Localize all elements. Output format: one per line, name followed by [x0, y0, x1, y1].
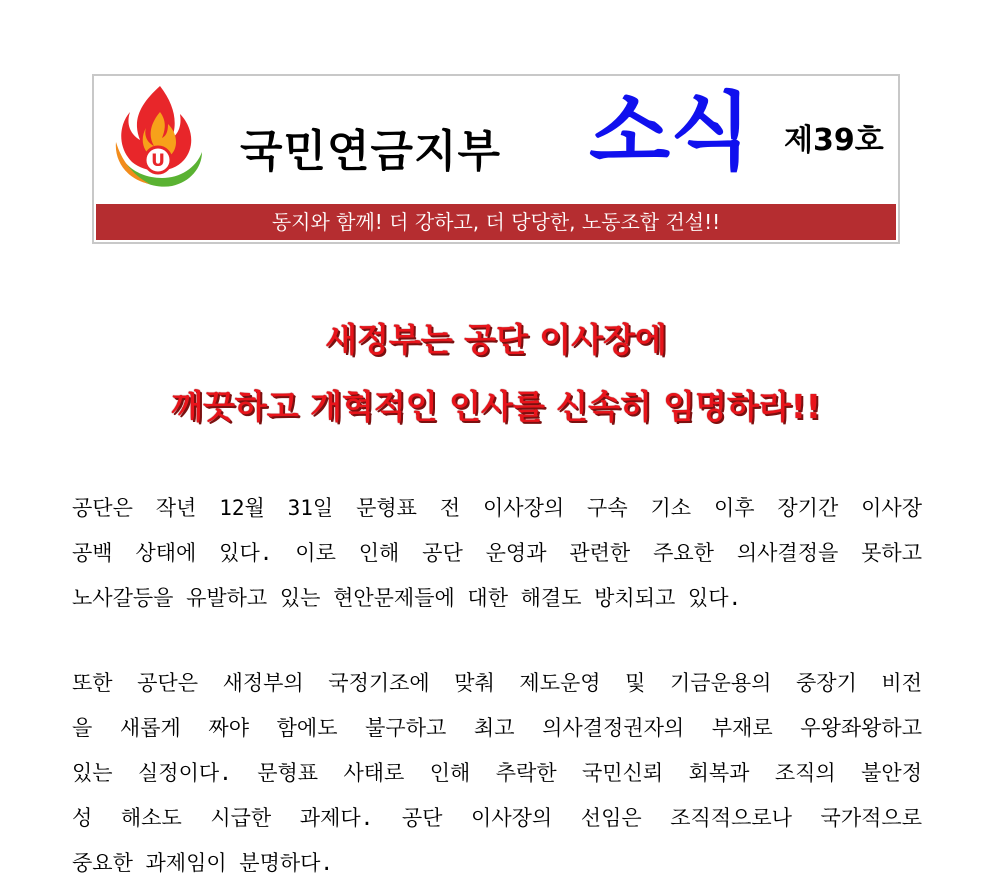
paragraph-line: 또한 공단은 새정부의 국정기조에 맞춰 제도운영 및 기금운용의 중장기 비전	[72, 671, 922, 695]
flame-u-logo-icon	[110, 82, 206, 194]
body-paragraph-1	[72, 486, 922, 621]
issue-number: 제39호	[784, 123, 884, 158]
paragraph-line: 노사갈등을 유발하고 있는 현안문제들에 대한 해결도 방치되고 있다.	[72, 586, 742, 610]
body-paragraph-2	[72, 661, 922, 886]
newsletter-masthead	[92, 74, 900, 244]
paragraph-line: 공단은 작년 12월 31일 문형표 전 이사장의 구속 기소 이후 장기간 이사장	[72, 496, 922, 520]
paragraph-line: 을 새롭게 짜야 함에도 불구하고 최고 의사결정권자의 부재로 우왕좌왕하고	[72, 716, 922, 740]
paragraph-line: 있는 실정이다. 문형표 사태로 인해 추락한 국민신뢰 회복과 조직의 불안정	[72, 761, 922, 785]
paragraph-line: 중요한 과제임이 분명하다.	[72, 851, 334, 875]
slogan-bar: 동지와 함께! 더 강하고, 더 당당한, 노동조합 건설!!	[96, 204, 896, 240]
paragraph-line: 성 해소도 시급한 과제다. 공단 이사장의 선임은 조직적으로나 국가적으로	[72, 806, 922, 830]
newsletter-title: 소식	[589, 83, 752, 181]
headline-line-2: 깨끗하고 개혁적인 인사를 신속히 임명하라!!	[171, 387, 821, 426]
paragraph-line: 공백 상태에 있다. 이로 인해 공단 운영과 관련한 주요한 의사결정을 못하고	[72, 541, 922, 565]
org-name: 국민연금지부	[240, 126, 502, 177]
headline-line-1: 새정부는 공단 이사장에	[325, 320, 667, 359]
svg-text:U: U	[151, 151, 165, 171]
